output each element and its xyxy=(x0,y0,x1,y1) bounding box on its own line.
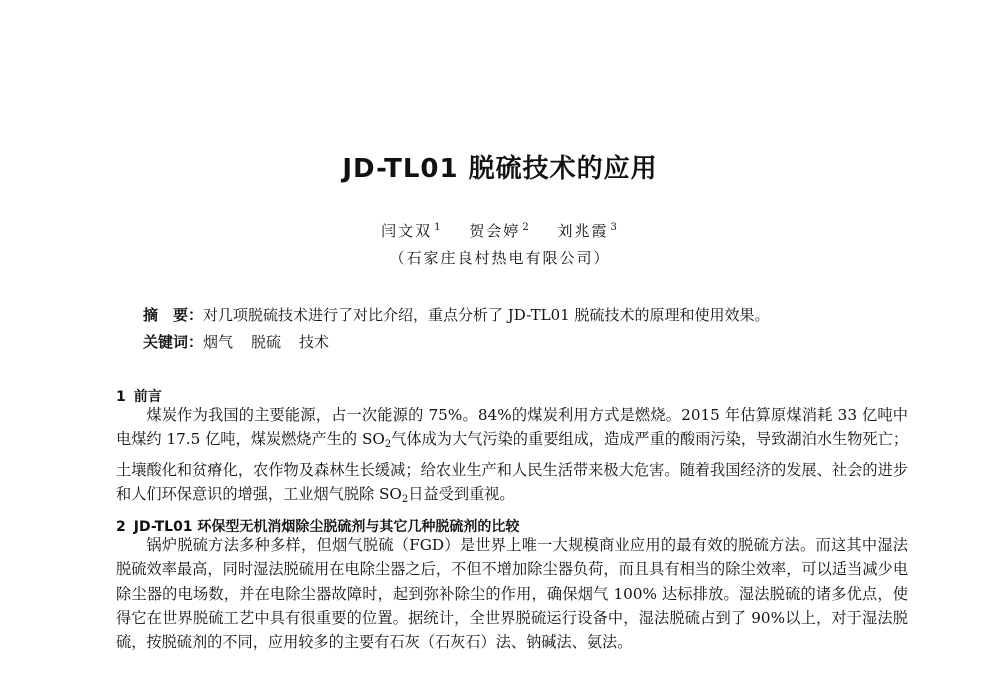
author-1 xyxy=(381,222,442,240)
keyword: 烟气 xyxy=(203,333,234,351)
keyword: 脱硫 xyxy=(251,333,282,351)
section-1-paragraph: 煤炭作为我国的主要能源，占一次能源的 75%。84%的煤炭利用方式是燃烧。2015 年估算原煤消耗 33 亿吨中电煤约 17.5 亿吨，煤炭燃烧产生的 $SO_2$气体成为大气污染的重要组成，造成严重的酸雨污染，导致湖泊水生物死亡；土壤酸化和贫瘠化，农作物及森林生长缓减；给农业生产和人民生活带来极大危害。随着我国经济的发展、社会的进步和人们环保意识的增强，工业烟气脱除 $SO_2$日益受到重视。 xyxy=(116,406,909,505)
section-title: 前言 xyxy=(133,389,162,405)
section-number: 1 xyxy=(116,389,126,405)
paper-title: JD-TL01 脱硫技术的应用 xyxy=(342,154,658,184)
section-title: JD-TL01 环保型无机消烟除尘脱硫剂与其它几种脱硫剂的比较 xyxy=(133,519,520,535)
author-affiliation-mark: 3 xyxy=(610,222,619,233)
keywords-label: 关键词： xyxy=(143,333,204,351)
section-number: 2 xyxy=(116,519,126,535)
author-2 xyxy=(469,222,530,240)
abstract-text: 对几项脱硫技术进行了对比介绍，重点分析了 JD-TL01 脱硫技术的原理和使用效果。 xyxy=(203,306,770,324)
author-name: 贺会婷 xyxy=(469,222,521,240)
abstract-label: 摘 要： xyxy=(143,306,204,324)
author-name: 刘兆霞 xyxy=(557,222,609,240)
author-name: 闫文双 xyxy=(381,222,433,240)
keyword: 技术 xyxy=(299,333,330,351)
affiliation: （石家庄良村热电有限公司） xyxy=(389,249,611,267)
abstract xyxy=(143,304,769,325)
author-3 xyxy=(557,222,618,240)
author-list xyxy=(0,220,1000,241)
section-2-paragraph: 锅炉脱硫方法多种多样，但烟气脱硫（FGD）是世界上唯一大规模商业应用的最有效的脱硫方法。而这其中湿法脱硫效率最高，同时湿法脱硫用在电除尘器之后，不但不增加除尘器负荷，而且具有相当的除尘效率，可以适当减少电除尘器的电场数，并在电除尘器故障时，起到弥补除尘的作用，确保烟气 100% 达标排放。湿法脱硫的诸多优点，使得它在世界脱硫工艺中具有很重要的位置。据统计，全世界脱硫运行设备中，湿法脱硫占到了 90%以上，对于湿法脱硫，按脱硫剂的不同，应用较多的主要有石灰（石灰石）法、钠碱法、氨法。 xyxy=(116,536,908,652)
author-affiliation-mark: 2 xyxy=(522,222,531,233)
author-affiliation-mark: 1 xyxy=(434,222,443,233)
keywords xyxy=(143,331,347,352)
